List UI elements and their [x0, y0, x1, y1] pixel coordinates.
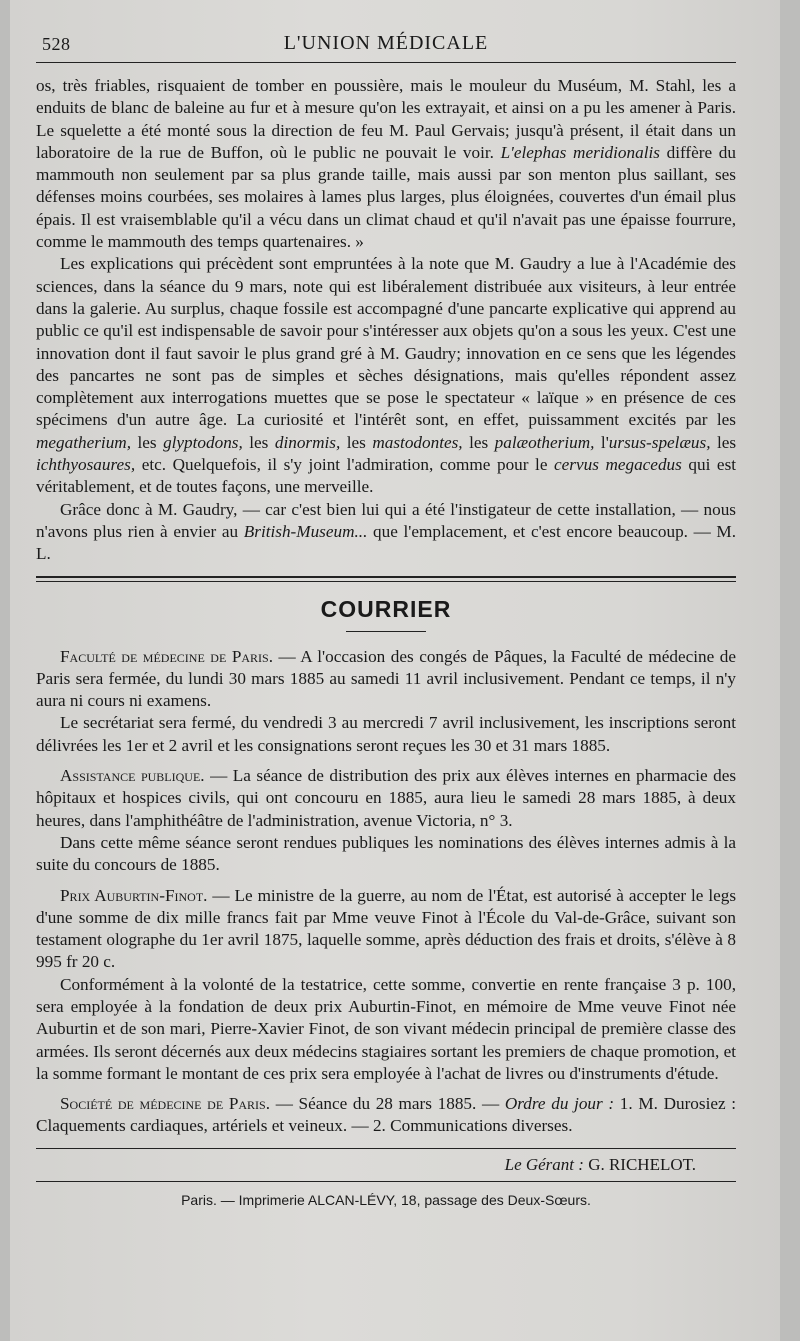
assistance-notice: Assistance publique. — La séance de distribution des prix aux élèves internes en pharmacie des hôpitaux et hospices civils, qui ont concouru en 1885, aura lieu le samedi 28 mars 1885, à deux heures, dans l'amphithéâtre de l'administration, avenue Victoria, n° 3.: [36, 766, 737, 830]
article-paragraph-1: os, très friables, risquaient de tomber en poussière, mais le mouleur du Muséum, M. Stahl, les a enduits de blanc de baleine au fur et à mesure qu'on les extrayait, et ainsi on a pu les amener à Paris. Le squelette a été monté sous la direction de feu M. Paul Gervais; jusqu'à présent, il était dans un laboratoire de la rue de Buffon, où le public ne pouvait le voir. L'elephas meridionalis diffère du mammouth non seulement par sa plus grande taille, mais aussi par son menton plus saillant, ses défenses moins courbées, ses molaires à lames plus larges, plus éloignées, couvertes d'un émail plus épais. Il est vraisemblable qu'il a vécu dans un climat chaud et qu'il n'avait pas une épaisse fourrure, comme le mammouth des temps quartenaires. »: [36, 76, 736, 252]
printer-imprint: Paris. — Imprimerie ALCAN-LÉVY, 18, passage des Deux-Sœurs.: [181, 1191, 591, 1208]
assistance-notice-2: Dans cette même séance seront rendues publiques les nominations des élèves internes admis à la suite du concours de 1885.: [36, 832, 736, 875]
article-paragraph-3: Grâce donc à M. Gaudry, — car c'est bien lui qui a été l'instigateur de cette installation, — nous n'avons plus rien à envier au British-Museum... que l'emplacement, et c'est encore beaucoup. — M. L.: [36, 499, 737, 564]
section-title: COURRIER: [320, 595, 452, 622]
prix-label: Prix Auburtin-Finot.: [60, 885, 208, 905]
assistance-label: Assistance publique.: [60, 766, 205, 786]
courrier-section: [36, 646, 736, 1138]
prix-notice: Prix Auburtin-Finot. — Le ministre de la guerre, au nom de l'État, est autorisé à accepter le legs d'une somme de dix mille francs fait par Mme veuve Finot à l'École du Val-de-Grâce, suivant son testament olographe du 1er avril 1875, laquelle somme, après déduction des frais et droits, s'élève à 8 995 fr 20 c.: [36, 885, 737, 972]
footer-divider: [36, 1181, 736, 1182]
faculte-notice-2: Le secrétariat sera fermé, du vendredi 3 au mercredi 7 avril inclusivement, les inscriptions seront délivrées les 1er et 2 avril et les consignations seront reçues les 30 et 31 mars 1885.: [36, 713, 736, 755]
article-continuation: [36, 75, 736, 566]
journal-title: L'UNION MÉDICALE: [283, 32, 489, 54]
page-header: [36, 26, 736, 63]
section-divider: [36, 576, 736, 582]
article-paragraph-2: Les explications qui précèdent sont empruntées à la note que M. Gaudry a lue à l'Académie des sciences, dans la séance du 9 mars, note qui est libéralement distribuée aux visiteurs, à leur entrée dans la galerie. Au surplus, chaque fossile est accompagné d'une pancarte explicative qui apprend au public ce qu'il est indispensable de savoir pour s'intéresser aux objets qu'on a sous les yeux. C'est une innovation dont il faut savoir le plus grand gré à M. Gaudry; innovation en ce sens que les légendes des pancartes ne sont pas de simples et sèches désignations, mais qu'elles répondent assez complètement aux interrogations muettes que se pose le spectateur « laïque » en présence de ces spécimens d'un autre âge. La curiosité et l'intérêt sont, en effet, puissamment excités par les megatherium, les glyptodons, les dinormis, les mastodontes, les palæotherium, l'ursus-spelæus, les ichthyosaures, etc. Quelquefois, il s'y joint l'admiration, comme pour le cervus megacedus qui est véritablement, et de toutes façons, une merveille.: [36, 254, 737, 497]
page-number: 528: [42, 34, 71, 54]
faculte-notice: Faculté de médecine de Paris. — A l'occasion des congés de Pâques, la Faculté de médecine de Paris sera fermée, du lundi 30 mars 1885 au samedi 11 avril inclusivement. Pendant ce temps, il n'y aura ni cours ni examens.: [36, 646, 736, 711]
signature-label: Le Gérant :: [504, 1154, 584, 1174]
societe-notice: Société de médecine de Paris. — Séance du 28 mars 1885. — Ordre du jour : 1. M. Durosiez : Claquements cardiaques, artériels et veineux. — 2. Communications diverses.: [36, 1094, 737, 1136]
prix-notice-2: Conformément à la volonté de la testatrice, cette somme, convertie en rente française 3 p. 100, sera employée à la fondation de deux prix Auburtin-Finot, en mémoire de Mme veuve Finot née Auburtin et de son mari, Pierre-Xavier Finot, de son vivant médecin principal de première classe des armées. Ils seront décernés aux deux médecins stagiaires sortant les premiers de chaque promotion, et la somme formant le montant de ces prix sera employée à l'achat de livres ou d'instruments d'étude.: [36, 974, 736, 1083]
title-underline: [346, 631, 426, 632]
faculte-label: Faculté de médecine de Paris.: [60, 646, 274, 666]
signature: [36, 1148, 736, 1175]
newspaper-page: [10, 0, 780, 1341]
signature-name: G. RICHELOT.: [588, 1154, 696, 1174]
societe-label: Société de médecine de Paris.: [60, 1094, 271, 1114]
